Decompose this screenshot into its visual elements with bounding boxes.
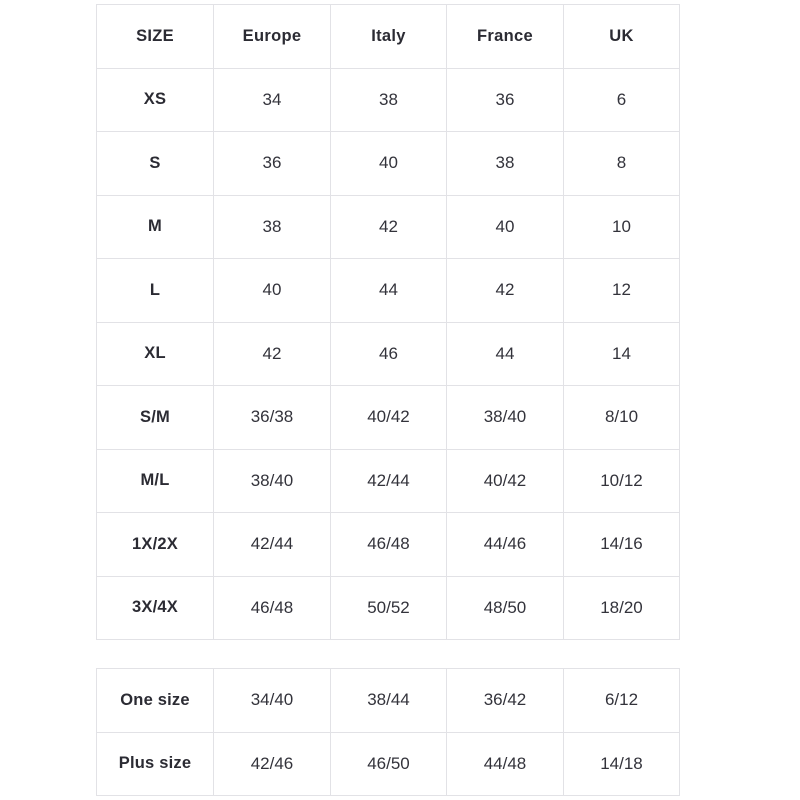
column-header-uk: UK bbox=[564, 5, 680, 69]
cell-europe: 34/40 bbox=[214, 669, 331, 733]
cell-uk: 12 bbox=[564, 259, 680, 323]
cell-europe: 42 bbox=[214, 322, 331, 386]
cell-uk: 18/20 bbox=[564, 576, 680, 640]
cell-europe: 38 bbox=[214, 195, 331, 259]
row-label: XS bbox=[97, 68, 214, 132]
cell-france: 40 bbox=[447, 195, 564, 259]
table-row bbox=[97, 513, 680, 577]
table-row bbox=[97, 68, 680, 132]
cell-europe: 42/44 bbox=[214, 513, 331, 577]
cell-uk: 14/18 bbox=[564, 732, 680, 796]
cell-uk: 6/12 bbox=[564, 669, 680, 733]
row-label: M bbox=[97, 195, 214, 259]
column-header-france: France bbox=[447, 5, 564, 69]
cell-france: 42 bbox=[447, 259, 564, 323]
cell-france: 44/46 bbox=[447, 513, 564, 577]
row-label: 1X/2X bbox=[97, 513, 214, 577]
cell-europe: 36/38 bbox=[214, 386, 331, 450]
cell-italy: 42 bbox=[331, 195, 447, 259]
cell-uk: 8 bbox=[564, 132, 680, 196]
cell-uk: 14 bbox=[564, 322, 680, 386]
cell-italy: 50/52 bbox=[331, 576, 447, 640]
cell-italy: 44 bbox=[331, 259, 447, 323]
table-row bbox=[97, 132, 680, 196]
table-header-row bbox=[97, 5, 680, 69]
cell-europe: 42/46 bbox=[214, 732, 331, 796]
table-row bbox=[97, 732, 680, 796]
main-table-body bbox=[97, 68, 680, 640]
cell-italy: 46/48 bbox=[331, 513, 447, 577]
cell-italy: 38/44 bbox=[331, 669, 447, 733]
cell-europe: 34 bbox=[214, 68, 331, 132]
main-table-header bbox=[97, 5, 680, 69]
cell-europe: 40 bbox=[214, 259, 331, 323]
cell-italy: 46 bbox=[331, 322, 447, 386]
cell-france: 38/40 bbox=[447, 386, 564, 450]
extra-size-table-container bbox=[96, 668, 679, 796]
cell-france: 44 bbox=[447, 322, 564, 386]
extra-size-table bbox=[96, 668, 680, 796]
row-label: L bbox=[97, 259, 214, 323]
row-label: XL bbox=[97, 322, 214, 386]
table-row bbox=[97, 195, 680, 259]
cell-europe: 46/48 bbox=[214, 576, 331, 640]
extra-table-body bbox=[97, 669, 680, 796]
cell-uk: 8/10 bbox=[564, 386, 680, 450]
table-row bbox=[97, 669, 680, 733]
cell-italy: 40/42 bbox=[331, 386, 447, 450]
row-label: 3X/4X bbox=[97, 576, 214, 640]
table-row bbox=[97, 576, 680, 640]
table-row bbox=[97, 386, 680, 450]
cell-italy: 46/50 bbox=[331, 732, 447, 796]
main-size-table-container bbox=[96, 4, 679, 640]
cell-uk: 6 bbox=[564, 68, 680, 132]
cell-france: 40/42 bbox=[447, 449, 564, 513]
cell-france: 38 bbox=[447, 132, 564, 196]
cell-uk: 10 bbox=[564, 195, 680, 259]
row-label: M/L bbox=[97, 449, 214, 513]
cell-france: 48/50 bbox=[447, 576, 564, 640]
cell-uk: 10/12 bbox=[564, 449, 680, 513]
cell-uk: 14/16 bbox=[564, 513, 680, 577]
cell-europe: 36 bbox=[214, 132, 331, 196]
cell-italy: 38 bbox=[331, 68, 447, 132]
column-header-europe: Europe bbox=[214, 5, 331, 69]
row-label: S bbox=[97, 132, 214, 196]
cell-italy: 42/44 bbox=[331, 449, 447, 513]
column-header-italy: Italy bbox=[331, 5, 447, 69]
table-row bbox=[97, 322, 680, 386]
cell-france: 44/48 bbox=[447, 732, 564, 796]
table-row bbox=[97, 259, 680, 323]
row-label: Plus size bbox=[97, 732, 214, 796]
main-size-table bbox=[96, 4, 680, 640]
cell-france: 36 bbox=[447, 68, 564, 132]
cell-europe: 38/40 bbox=[214, 449, 331, 513]
table-row bbox=[97, 449, 680, 513]
row-label: One size bbox=[97, 669, 214, 733]
cell-france: 36/42 bbox=[447, 669, 564, 733]
row-label: S/M bbox=[97, 386, 214, 450]
cell-italy: 40 bbox=[331, 132, 447, 196]
column-header-size: SIZE bbox=[97, 5, 214, 69]
